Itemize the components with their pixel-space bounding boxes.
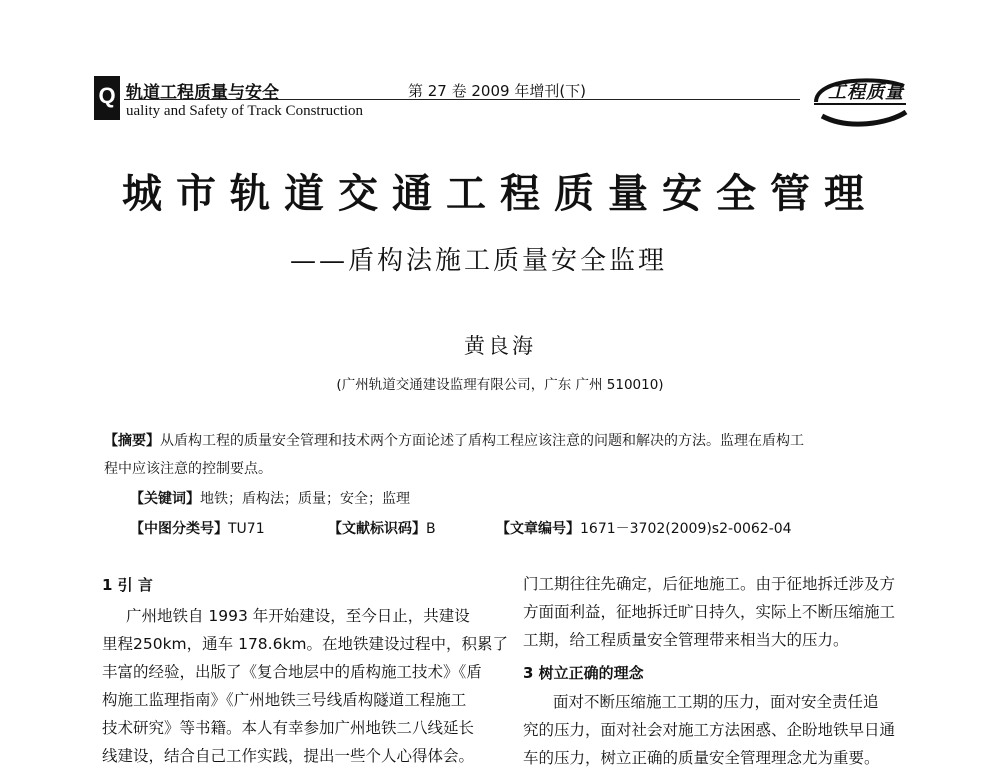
journal-logo-q: Q [94,76,120,120]
brand-logo-text: 工程质量 [828,82,904,103]
header-rule [124,99,800,100]
right-line-1: 门工期往往先确定，后征地施工。由于征地拆迁涉及方 [523,575,896,593]
right-line-4: 面对不断压缩施工工期的压力，面对安全责任追 [553,693,879,711]
abstract-text-1: 从盾构工程的质量安全管理和技术两个方面论述了盾构工程应该注意的问题和解决的方法。监理在盾构工 [160,433,804,449]
keywords-text: 地铁；盾构法；质量；安全；监理 [200,491,410,507]
doc-code-value: B [426,521,436,537]
left-line-5: 技术研究》等书籍。本人有幸参加广州地铁二八线延长 [102,719,475,737]
clc-label: 【中图分类号】 [130,521,228,537]
abstract-line-2 [104,458,272,478]
left-line-1: 广州地铁自 1993 年开始建设，至今日止，共建设 [126,607,470,625]
clc-value: TU71 [228,521,265,537]
right-line-3: 工期，给工程质量安全管理带来相当大的压力。 [523,631,849,649]
abstract-label: 【摘要】 [104,433,160,449]
author-affiliation: (广州轨道交通建设监理有限公司，广东 广州 510010) [336,377,664,393]
abstract-line-1 [104,430,804,450]
issue-info: 第 27 卷 2009 年增刊(下) [408,82,587,100]
keywords-label: 【关键词】 [130,491,200,507]
left-line-4: 构施工监理指南》《广州地铁三号线盾构隧道工程施工 [102,691,467,709]
article-no-value: 1671－3702(2009)s2-0062-04 [580,521,792,537]
keywords-line [130,488,410,508]
section-3-heading: 3 树立正确的理念 [523,664,644,682]
article-no-line [496,518,792,538]
paper-title: 城市轨道交通工程质量安全管理 [122,171,878,217]
abstract-text-2: 程中应该注意的控制要点。 [104,461,272,477]
paper-subtitle: ——盾构法施工质量安全监理 [290,246,668,276]
section-1-heading: 1 引 言 [102,576,153,594]
doc-code-label: 【文献标识码】 [328,521,426,537]
article-no-label: 【文章编号】 [496,521,580,537]
author-name: 黄良海 [464,334,536,358]
right-line-2: 方面面利益，征地拆迁旷日持久，实际上不断压缩施工 [523,603,896,621]
left-line-2: 里程250km，通车 178.6km。在地铁建设过程中，积累了 [102,635,509,653]
right-line-6: 车的压力，树立正确的质量安全管理理念尤为重要。 [523,749,880,767]
clc-line [130,518,265,538]
journal-title-en: uality and Safety of Track Construction [126,103,364,119]
journal-title-cn: 轨道工程质量与安全 [126,83,279,103]
left-line-6: 线建设，结合自己工作实践，提出一些个人心得体会。 [102,747,475,765]
left-line-3: 丰富的经验，出版了《复合地层中的盾构施工技术》《盾 [102,663,482,681]
right-line-5: 究的压力，面对社会对施工方法困惑、企盼地铁早日通 [523,721,896,739]
doc-code-line [328,518,436,538]
